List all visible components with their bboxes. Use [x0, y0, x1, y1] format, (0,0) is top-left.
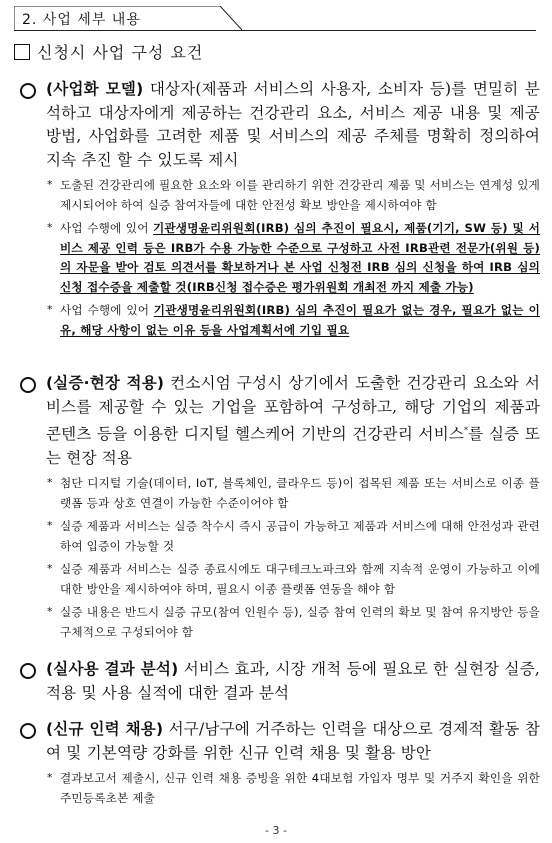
note-text: 결과보고서 제출시, 신규 인력 채용 증빙을 위한 4대보험 가입자 명부 및 거주지 확인을 위한 주민등록초본 제출 [60, 771, 540, 805]
asterisk-marker: * [47, 476, 53, 490]
circle-bullet-icon [20, 83, 36, 99]
note-text-pre: 사업 수행에 있어 [60, 221, 153, 235]
note [46, 474, 540, 513]
circle-bullet-icon [20, 663, 36, 679]
note [46, 560, 540, 599]
item-text: 대상자(제품과 서비스의 사용자, 소비자 등)를 면밀히 분석하고 대상자에게 제공하는 건강관리 요소, 서비스 제공 내용 및 제공 방법, 사업화를 고려한 제품 및 서비스의 제공 주체를 명확히 정의하여 지속 추진 할 수 있도록 제시 [46, 80, 541, 169]
asterisk-marker: * [47, 178, 53, 191]
footnote-marker: * [464, 426, 469, 435]
item-notes [46, 769, 540, 808]
item-new-hiring [20, 718, 540, 812]
note-text: 첨단 디지털 기술(데이터, IoT, 블록체인, 클라우드 등)이 접목된 제품 또는 서비스로 이종 플랫폼 등과 상호 연결이 가능한 수준이어야 함 [60, 476, 540, 510]
note-text-underlined: 기관생명윤리위원회(IRB) 심의 추진이 필요가 없는 경우, 필요가 없는 이유, 해당 사항이 없는 이유 등을 사업계획서에 기입 필요 [60, 303, 540, 337]
item-notes [46, 474, 540, 642]
note [46, 517, 540, 556]
item-lead: (신규 인력 채용) [46, 720, 164, 738]
section-title-text: 신청시 사업 구성 요건 [37, 43, 204, 62]
note-text-underlined: 기관생명윤리위원회(IRB) 심의 추진이 필요시, 제품(기기, SW 등) 및 서비스 제공 인력 등은 IRB가 수용 가능한 수준으로 구성하고 사전 IRB관련 전문가(위원 등)의 자문을 받아 검토 의견서를 확보하거나 본 사업 신청전 IRB 심의 신청을 하여 IRB 심의신청 접수증을 제출할 것(IRB신청 접수증은 평가위원회 개최전 까지 제출 가능) [60, 221, 540, 294]
item-lead: (실사용 결과 분석) [46, 660, 179, 678]
circle-bullet-icon [20, 723, 36, 739]
asterisk-marker: * [47, 562, 53, 576]
note [46, 176, 540, 215]
note-text-pre: 사업 수행에 있어 [60, 303, 154, 317]
note-irb-required [46, 219, 540, 297]
circle-bullet-icon [20, 377, 36, 393]
item-text: 서비스 효과, 시장 개척 등에 필요로 한 실현장 실증, 적용 및 사용 실적에 대한 결과 분석 [46, 660, 540, 702]
item-lead: (실증·현장 적용) [46, 374, 165, 392]
item-result-analysis [20, 658, 540, 705]
note-text: 도출된 건강관리에 필요한 요소와 이를 관리하기 위한 건강관리 제품 및 서비스는 연계성 있게 제시되어야 하여 실증 참여자들에 대한 안전성 확보 방안을 제시하여야 함 [60, 178, 540, 212]
note-irb-not-required [46, 301, 540, 340]
asterisk-marker: * [47, 519, 53, 533]
note-text: 실증 제품과 서비스는 실증 종료시에도 대구테크노파크와 함께 지속적 운영이 가능하고 이에 대한 방안을 제시하여야 하며, 필요시 이종 플랫폼 연동을 해야 함 [60, 562, 540, 596]
item-field-application [20, 372, 540, 646]
asterisk-marker: * [47, 303, 53, 316]
section-title [14, 40, 203, 63]
page-number: - 3 - [265, 824, 287, 837]
item-lead: (사업화 모델) [46, 80, 144, 98]
asterisk-marker: * [47, 221, 53, 234]
item-business-model [20, 78, 540, 344]
section-header-tab [14, 6, 242, 30]
note [46, 769, 540, 808]
asterisk-marker: * [47, 771, 53, 784]
item-text: 서구/남구에 거주하는 인력을 대상으로 경제적 활동 참여 및 기본역량 강화를 위한 신규 인력 채용 및 활용 방안 [46, 720, 540, 762]
note-text: 실증 제품과 서비스는 실증 착수시 즉시 공급이 가능하고 제품과 서비스에 대해 안전성과 관련하여 입증이 가능할 것 [60, 519, 540, 553]
note [46, 603, 540, 642]
header-rule [14, 30, 536, 31]
item-notes [46, 176, 540, 340]
square-bullet-icon [14, 44, 30, 60]
item-text: 컨소시엄 구성시 상기에서 도출한 건강관리 요소와 서비스를 제공할 수 있는 기업을 포함하여 구성하고, 해당 기업의 제품과 콘텐츠 등을 이용한 디지털 헬스케어 기반의 건강관리 서비스 [46, 374, 540, 444]
header-title: 2. 사업 세부 내용 [22, 12, 141, 28]
item-text-cont: 를 실증 또는 현장 적용 [46, 425, 541, 467]
asterisk-marker: * [47, 605, 53, 619]
note-text: 실증 내용은 반드시 실증 규모(참여 인원수 등), 실증 참여 인력의 확보 및 참여 유지방안 등을 구체적으로 구성되어야 함 [60, 605, 540, 639]
